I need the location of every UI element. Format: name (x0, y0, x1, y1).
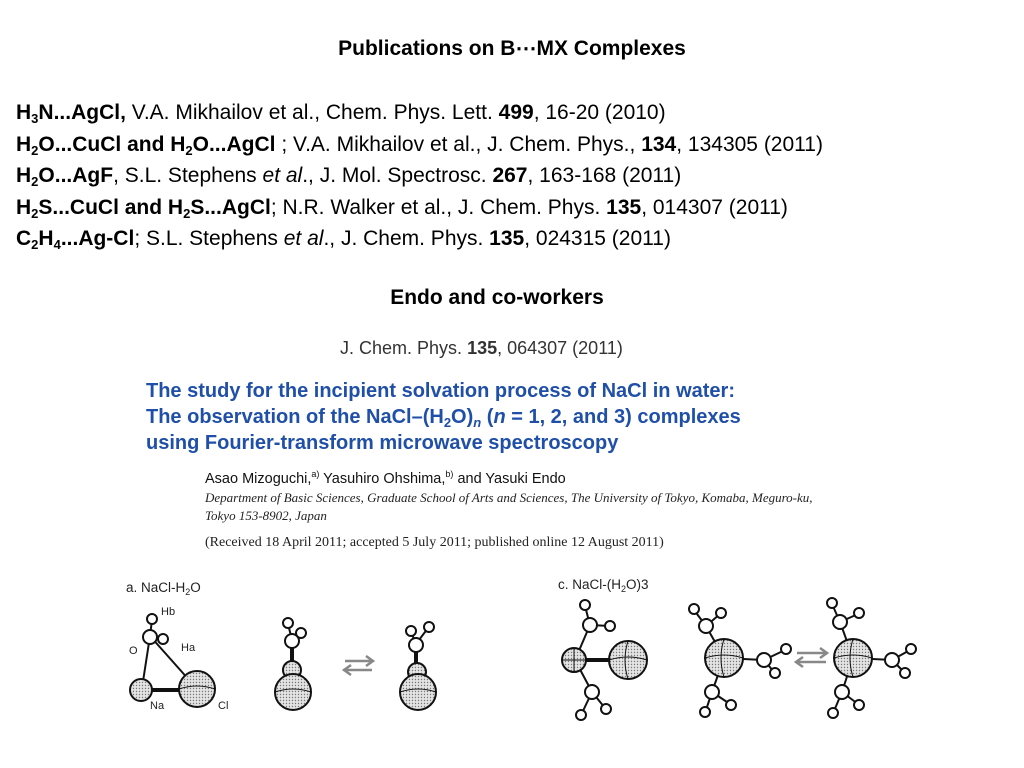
reference-formula: $H_3N...AgCl$, (16, 101, 126, 126)
journal-name: J. Chem. Phys. (340, 338, 463, 358)
reference-formula: $H_2S...CuCl$ and $H_2S...AgCl$ (16, 195, 271, 221)
nacl-h2o-structure (275, 618, 311, 710)
slide-title: Publications on B⋯MX Complexes (338, 37, 686, 60)
nacl-h2o-structure (400, 622, 436, 710)
section-title: Endo and co-workers (390, 286, 604, 309)
paper-affiliation: Department of Basic Sciences, Graduate School of Arts and Sciences, The University of Tokyo, Komaba, Meguro-ku, Tokyo 153-8902, Japan (205, 490, 813, 523)
paper-title-line: The observation of the NaCl–$(H_2O)_n$ (n = 1, 2, and 3) complexes (146, 406, 741, 430)
reference-volume: 135 (489, 227, 525, 250)
reference-volume: 135 (606, 195, 642, 219)
reference-authors: ; S.L. Stephens et al., J. Chem. Phys. (134, 227, 490, 250)
reference-pages: , 134305 (2011) (676, 132, 823, 156)
reference-pages: , 16-20 (2010) (533, 101, 666, 124)
reference-formula: $H_2O...CuCl$ and $H_2O...AgCl$ (16, 132, 276, 158)
reference-authors: V.A. Mikhailov et al., Chem. Phys. Lett. (125, 101, 499, 124)
reference-formula: $C_2H_4...Ag-Cl$ (16, 227, 135, 252)
atom-label-o: O (129, 645, 138, 657)
nacl-h2o-structure (130, 614, 215, 707)
atom-label-ha: Ha (181, 642, 196, 654)
journal-volume: 135 (467, 338, 498, 358)
nacl-h2o3-structure (689, 604, 791, 717)
journal-pages: , 064307 (2011) (497, 338, 623, 358)
paper-received-dates: (Received 18 April 2011; accepted 5 July 2011; published online 12 August 2011) (205, 535, 664, 550)
atom-label-hb: Hb (161, 606, 176, 618)
equilibrium-arrows-icon (344, 656, 373, 675)
reference-authors: ; V.A. Mikhailov et al., J. Chem. Phys., (275, 132, 642, 156)
nacl-h2o3-structure (827, 598, 916, 718)
atom-label-cl: Cl (218, 700, 229, 712)
reference-volume: 267 (492, 164, 528, 187)
paper-authors: Asao Mizoguchi,$^{a)}$ Yasuhiro Ohshima,$^{b)}$ and Yasuki Endo (205, 469, 566, 487)
reference-pages: , 014307 (2011) (641, 195, 788, 219)
paper-title-line: The study for the incipient solvation process of NaCl in water: (146, 380, 735, 402)
figure-panel-c-label: c. NaCl-$(H_2O)3$ (558, 577, 649, 594)
reference-volume: 499 (498, 101, 534, 124)
equilibrium-arrows-icon (796, 648, 827, 667)
figure-panel-a-label: a. NaCl-$H_2O$ (126, 580, 201, 597)
paper-title-line: using Fourier-transform microwave spectroscopy (146, 432, 619, 454)
reference-volume: 134 (641, 132, 677, 156)
nacl-h2o3-structure (562, 600, 647, 720)
reference-formula: $H_2O...AgF$ (16, 164, 114, 189)
reference-authors: , S.L. Stephens et al., J. Mol. Spectrosc. (113, 164, 493, 187)
reference-pages: , 024315 (2011) (524, 227, 671, 250)
reference-pages: , 163-168 (2011) (527, 164, 682, 187)
reference-authors: ; N.R. Walker et al., J. Chem. Phys. (270, 195, 607, 219)
atom-label-na: Na (150, 700, 165, 712)
